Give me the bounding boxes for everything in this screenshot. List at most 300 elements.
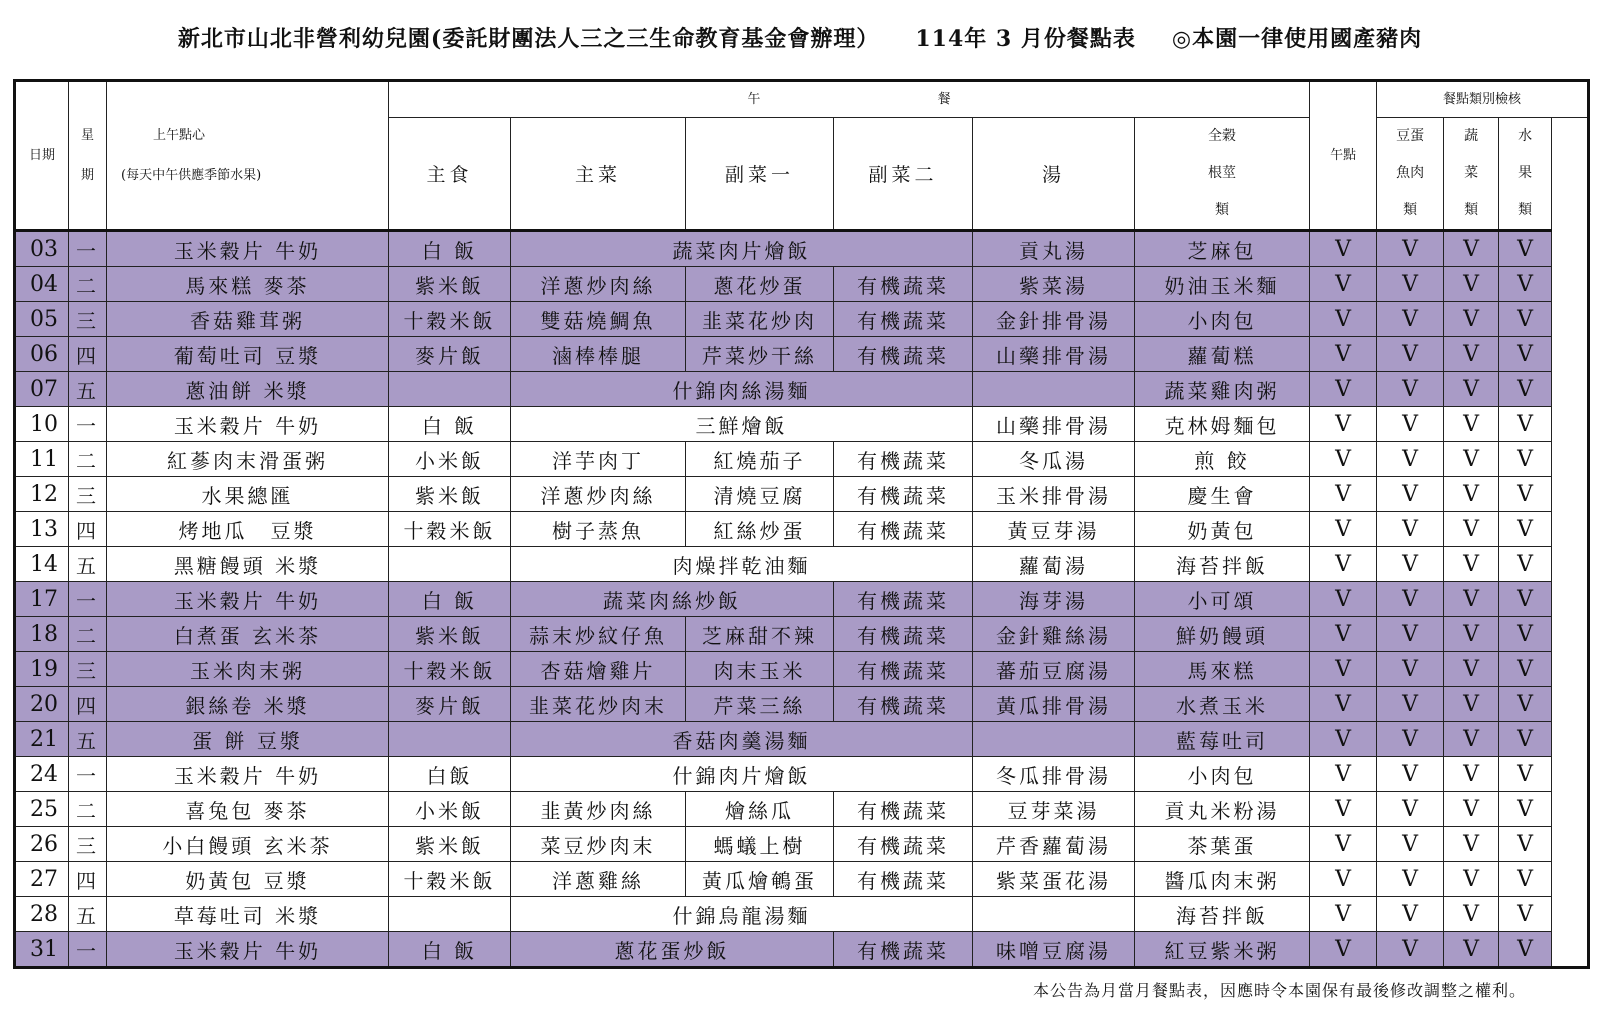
cell-morning-snack: 玉米穀片 牛奶	[107, 757, 389, 792]
cell-staple: 紫米飯	[389, 267, 511, 302]
cell-day: 05	[15, 302, 69, 337]
cell-check-mark: V	[1444, 582, 1499, 617]
cell-afternoon-snack: 小可頌	[1135, 582, 1310, 617]
cell-side-dish-1: 紅絲炒蛋	[686, 512, 834, 547]
cell-check-mark: V	[1499, 302, 1552, 337]
cell-soup: 玉米排骨湯	[973, 477, 1135, 512]
cell-check-mark: V	[1444, 792, 1499, 827]
cell-afternoon-snack: 慶生會	[1135, 477, 1310, 512]
cell-check-mark: V	[1377, 547, 1444, 582]
cell-combined-dish: 蔬菜肉片燴飯	[511, 231, 973, 267]
cell-weekday: 一	[69, 582, 107, 617]
cell-check-mark: V	[1310, 302, 1377, 337]
cell-soup: 芹香蘿蔔湯	[973, 827, 1135, 862]
cell-day: 03	[15, 231, 69, 267]
cell-side-dish-1: 紅燒茄子	[686, 442, 834, 477]
cell-main-dish: 雙菇燒鯛魚	[511, 302, 686, 337]
cell-weekday: 三	[69, 827, 107, 862]
cell-check-mark: V	[1310, 477, 1377, 512]
cell-day: 28	[15, 897, 69, 932]
cell-staple: 紫米飯	[389, 617, 511, 652]
header-lunch: 午 餐	[389, 81, 1310, 118]
cell-check-mark: V	[1499, 652, 1552, 687]
cell-check-mark: V	[1377, 372, 1444, 407]
cell-afternoon-snack: 海苔拌飯	[1135, 897, 1310, 932]
header-check: 餐點類別檢核	[1377, 81, 1589, 118]
table-row	[15, 897, 1589, 932]
cell-afternoon-snack: 蔬菜雞肉粥	[1135, 372, 1310, 407]
cell-main-dish: 洋蔥炒肉絲	[511, 477, 686, 512]
cell-check-mark: V	[1377, 512, 1444, 547]
cell-side-dish-1: 黃瓜燴鵪蛋	[686, 862, 834, 897]
cell-morning-snack: 馬來糕 麥茶	[107, 267, 389, 302]
cell-check-mark: V	[1499, 862, 1552, 897]
cell-staple	[389, 897, 511, 932]
cell-morning-snack: 玉米穀片 牛奶	[107, 407, 389, 442]
cell-side-dish-2: 有機蔬菜	[834, 862, 973, 897]
cell-combined-dish: 香菇肉羹湯麵	[511, 722, 973, 757]
cell-side-dish-2: 有機蔬菜	[834, 512, 973, 547]
cell-side-dish-1: 燴絲瓜	[686, 792, 834, 827]
cell-side-dish-1: 肉末玉米	[686, 652, 834, 687]
cell-check-mark: V	[1310, 407, 1377, 442]
cell-main-dish: 杏菇燴雞片	[511, 652, 686, 687]
cell-staple: 白 飯	[389, 932, 511, 968]
cell-side-dish-1: 韭菜花炒肉	[686, 302, 834, 337]
page-title	[0, 22, 1600, 53]
header-cat-fruit: 水 果 類	[1499, 118, 1552, 231]
cell-combined-dish: 三鮮燴飯	[511, 407, 973, 442]
cell-day: 10	[15, 407, 69, 442]
cell-afternoon-snack: 奶黃包	[1135, 512, 1310, 547]
cell-morning-snack: 草莓吐司 米漿	[107, 897, 389, 932]
title-note: ◎本園一律使用國產豬肉	[1171, 26, 1423, 52]
cell-staple: 白 飯	[389, 231, 511, 267]
cell-afternoon-snack: 海苔拌飯	[1135, 547, 1310, 582]
cell-check-mark: V	[1377, 407, 1444, 442]
cell-check-mark: V	[1310, 862, 1377, 897]
cell-check-mark: V	[1310, 617, 1377, 652]
cell-day: 19	[15, 652, 69, 687]
cell-main-dish: 洋蔥炒肉絲	[511, 267, 686, 302]
cell-staple: 紫米飯	[389, 477, 511, 512]
cell-side-dish-2: 有機蔬菜	[834, 302, 973, 337]
cell-side-dish-1: 芹菜三絲	[686, 687, 834, 722]
table-row	[15, 792, 1589, 827]
cell-side-dish-2: 有機蔬菜	[834, 442, 973, 477]
table-row	[15, 652, 1589, 687]
cell-check-mark: V	[1444, 722, 1499, 757]
cell-check-mark: V	[1444, 862, 1499, 897]
cell-staple: 紫米飯	[389, 827, 511, 862]
cell-morning-snack: 玉米穀片 牛奶	[107, 932, 389, 968]
cell-staple: 小米飯	[389, 442, 511, 477]
cell-check-mark: V	[1377, 652, 1444, 687]
cell-morning-snack: 喜兔包 麥茶	[107, 792, 389, 827]
cell-main-dish: 蒜末炒紋仔魚	[511, 617, 686, 652]
cell-combined-dish: 什錦肉片燴飯	[511, 757, 973, 792]
cell-check-mark: V	[1377, 827, 1444, 862]
cell-morning-snack: 蛋 餅 豆漿	[107, 722, 389, 757]
cell-day: 13	[15, 512, 69, 547]
cell-check-mark: V	[1444, 932, 1499, 968]
cell-check-mark: V	[1377, 722, 1444, 757]
header-date: 日期	[15, 81, 69, 231]
cell-check-mark: V	[1377, 337, 1444, 372]
cell-side-dish-2: 有機蔬菜	[834, 617, 973, 652]
cell-check-mark: V	[1310, 442, 1377, 477]
cell-side-dish-2: 有機蔬菜	[834, 477, 973, 512]
cell-soup	[973, 897, 1135, 932]
cell-soup: 黃豆芽湯	[973, 512, 1135, 547]
cell-check-mark: V	[1499, 231, 1552, 267]
cell-soup: 金針雞絲湯	[973, 617, 1135, 652]
cell-morning-snack: 烤地瓜 豆漿	[107, 512, 389, 547]
cell-soup: 山藥排骨湯	[973, 407, 1135, 442]
cell-check-mark: V	[1499, 477, 1552, 512]
cell-afternoon-snack: 紅豆紫米粥	[1135, 932, 1310, 968]
cell-check-mark: V	[1499, 617, 1552, 652]
cell-soup: 冬瓜湯	[973, 442, 1135, 477]
cell-afternoon-snack: 茶葉蛋	[1135, 827, 1310, 862]
cell-check-mark: V	[1377, 302, 1444, 337]
cell-weekday: 五	[69, 897, 107, 932]
cell-check-mark: V	[1499, 372, 1552, 407]
cell-check-mark: V	[1499, 932, 1552, 968]
cell-morning-snack: 水果總匯	[107, 477, 389, 512]
cell-check-mark: V	[1377, 442, 1444, 477]
cell-main-dish: 滷棒棒腿	[511, 337, 686, 372]
header-side-dish-1: 副菜一	[686, 118, 834, 231]
cell-day: 11	[15, 442, 69, 477]
cell-afternoon-snack: 水煮玉米	[1135, 687, 1310, 722]
cell-afternoon-snack: 貢丸米粉湯	[1135, 792, 1310, 827]
cell-side-dish-2: 有機蔬菜	[834, 582, 973, 617]
table-row	[15, 757, 1589, 792]
cell-weekday: 三	[69, 477, 107, 512]
cell-combined-dish: 蔥花蛋炒飯	[511, 932, 834, 968]
cell-check-mark: V	[1444, 757, 1499, 792]
cell-afternoon-snack: 小肉包	[1135, 757, 1310, 792]
cell-check-mark: V	[1444, 407, 1499, 442]
cell-check-mark: V	[1310, 792, 1377, 827]
header-morning-snack: 上午點心 (每天中午供應季節水果)	[107, 81, 389, 231]
cell-weekday: 五	[69, 547, 107, 582]
cell-check-mark: V	[1499, 442, 1552, 477]
cell-weekday: 二	[69, 792, 107, 827]
cell-check-mark: V	[1444, 337, 1499, 372]
cell-combined-dish: 蔬菜肉絲炒飯	[511, 582, 834, 617]
cell-main-dish: 菜豆炒肉末	[511, 827, 686, 862]
cell-check-mark: V	[1310, 372, 1377, 407]
cell-staple: 十穀米飯	[389, 652, 511, 687]
cell-check-mark: V	[1377, 932, 1444, 968]
table-row	[15, 267, 1589, 302]
cell-check-mark: V	[1377, 862, 1444, 897]
cell-check-mark: V	[1499, 407, 1552, 442]
cell-day: 18	[15, 617, 69, 652]
cell-staple	[389, 372, 511, 407]
cell-side-dish-1: 蔥花炒蛋	[686, 267, 834, 302]
cell-morning-snack: 紅蔘肉末滑蛋粥	[107, 442, 389, 477]
cell-check-mark: V	[1377, 897, 1444, 932]
table-row	[15, 231, 1589, 267]
cell-day: 12	[15, 477, 69, 512]
cell-soup: 蕃茄豆腐湯	[973, 652, 1135, 687]
table-row	[15, 932, 1589, 968]
cell-check-mark: V	[1444, 687, 1499, 722]
table-row	[15, 512, 1589, 547]
cell-side-dish-1: 芹菜炒干絲	[686, 337, 834, 372]
cell-check-mark: V	[1310, 267, 1377, 302]
header-cat-protein: 豆蛋 魚肉 類	[1377, 118, 1444, 231]
cell-soup: 紫菜湯	[973, 267, 1135, 302]
cell-weekday: 五	[69, 372, 107, 407]
cell-afternoon-snack: 藍莓吐司	[1135, 722, 1310, 757]
cell-staple: 白飯	[389, 757, 511, 792]
title-subtitle: 114年 3 月份餐點表	[915, 26, 1136, 52]
cell-weekday: 四	[69, 512, 107, 547]
cell-weekday: 一	[69, 932, 107, 968]
cell-soup: 蘿蔔湯	[973, 547, 1135, 582]
cell-side-dish-2: 有機蔬菜	[834, 827, 973, 862]
cell-morning-snack: 玉米穀片 牛奶	[107, 582, 389, 617]
cell-side-dish-2: 有機蔬菜	[834, 337, 973, 372]
cell-staple: 白 飯	[389, 582, 511, 617]
cell-check-mark: V	[1444, 827, 1499, 862]
cell-check-mark: V	[1499, 722, 1552, 757]
cell-side-dish-1: 螞蟻上樹	[686, 827, 834, 862]
header-soup: 湯	[973, 118, 1135, 231]
cell-soup: 山藥排骨湯	[973, 337, 1135, 372]
cell-staple: 麥片飯	[389, 337, 511, 372]
table-row	[15, 687, 1589, 722]
cell-check-mark: V	[1377, 757, 1444, 792]
cell-check-mark: V	[1499, 512, 1552, 547]
cell-check-mark: V	[1377, 687, 1444, 722]
cell-morning-snack: 奶黃包 豆漿	[107, 862, 389, 897]
cell-check-mark: V	[1377, 792, 1444, 827]
cell-check-mark: V	[1310, 722, 1377, 757]
table-row	[15, 407, 1589, 442]
table-row	[15, 372, 1589, 407]
table-row	[15, 337, 1589, 372]
cell-check-mark: V	[1444, 302, 1499, 337]
cell-day: 31	[15, 932, 69, 968]
cell-day: 20	[15, 687, 69, 722]
menu-table	[13, 79, 1590, 969]
cell-check-mark: V	[1310, 337, 1377, 372]
cell-staple: 十穀米飯	[389, 862, 511, 897]
header-cat-vegetable: 蔬 菜 類	[1444, 118, 1499, 231]
cell-side-dish-1: 芝麻甜不辣	[686, 617, 834, 652]
cell-check-mark: V	[1499, 582, 1552, 617]
cell-main-dish: 洋蔥雞絲	[511, 862, 686, 897]
cell-day: 06	[15, 337, 69, 372]
cell-check-mark: V	[1310, 652, 1377, 687]
cell-afternoon-snack: 馬來糕	[1135, 652, 1310, 687]
cell-day: 26	[15, 827, 69, 862]
cell-check-mark: V	[1499, 337, 1552, 372]
cell-day: 07	[15, 372, 69, 407]
cell-staple: 小米飯	[389, 792, 511, 827]
cell-soup: 味噌豆腐湯	[973, 932, 1135, 968]
cell-check-mark: V	[1444, 442, 1499, 477]
cell-main-dish: 樹子蒸魚	[511, 512, 686, 547]
cell-afternoon-snack: 克林姆麵包	[1135, 407, 1310, 442]
cell-combined-dish: 什錦烏龍湯麵	[511, 897, 973, 932]
cell-soup: 黃瓜排骨湯	[973, 687, 1135, 722]
cell-check-mark: V	[1499, 757, 1552, 792]
table-row	[15, 827, 1589, 862]
cell-soup: 紫菜蛋花湯	[973, 862, 1135, 897]
cell-combined-dish: 什錦肉絲湯麵	[511, 372, 973, 407]
cell-check-mark: V	[1444, 477, 1499, 512]
cell-check-mark: V	[1444, 231, 1499, 267]
cell-weekday: 三	[69, 652, 107, 687]
cell-afternoon-snack: 芝麻包	[1135, 231, 1310, 267]
cell-check-mark: V	[1310, 827, 1377, 862]
cell-side-dish-2: 有機蔬菜	[834, 932, 973, 968]
cell-day: 14	[15, 547, 69, 582]
cell-morning-snack: 蔥油餅 米漿	[107, 372, 389, 407]
table-row	[15, 547, 1589, 582]
table-row	[15, 617, 1589, 652]
cell-check-mark: V	[1377, 231, 1444, 267]
cell-day: 04	[15, 267, 69, 302]
cell-weekday: 四	[69, 687, 107, 722]
cell-morning-snack: 白煮蛋 玄米茶	[107, 617, 389, 652]
cell-staple	[389, 722, 511, 757]
cell-afternoon-snack: 奶油玉米麵	[1135, 267, 1310, 302]
header-cat-grains: 全穀 根莖 類	[1135, 118, 1310, 231]
cell-check-mark: V	[1377, 582, 1444, 617]
cell-staple: 十穀米飯	[389, 302, 511, 337]
cell-check-mark: V	[1444, 897, 1499, 932]
header-staple: 主食	[389, 118, 511, 231]
cell-check-mark: V	[1310, 582, 1377, 617]
cell-check-mark: V	[1499, 547, 1552, 582]
header-weekday: 星 期	[69, 81, 107, 231]
cell-day: 21	[15, 722, 69, 757]
cell-weekday: 二	[69, 267, 107, 302]
table-row	[15, 302, 1589, 337]
cell-check-mark: V	[1444, 267, 1499, 302]
cell-check-mark: V	[1310, 547, 1377, 582]
table-row	[15, 722, 1589, 757]
cell-side-dish-2: 有機蔬菜	[834, 652, 973, 687]
header-side-dish-2: 副菜二	[834, 118, 973, 231]
cell-day: 24	[15, 757, 69, 792]
cell-check-mark: V	[1310, 932, 1377, 968]
cell-check-mark: V	[1377, 617, 1444, 652]
cell-morning-snack: 小白饅頭 玄米茶	[107, 827, 389, 862]
cell-weekday: 四	[69, 337, 107, 372]
cell-morning-snack: 葡萄吐司 豆漿	[107, 337, 389, 372]
footer-note: 本公告為月當月餐點表，因應時令本園保有最後修改調整之權利。	[1032, 981, 1526, 1000]
cell-morning-snack: 玉米穀片 牛奶	[107, 231, 389, 267]
cell-soup: 冬瓜排骨湯	[973, 757, 1135, 792]
cell-check-mark: V	[1444, 512, 1499, 547]
cell-side-dish-2: 有機蔬菜	[834, 687, 973, 722]
cell-weekday: 一	[69, 407, 107, 442]
cell-check-mark: V	[1310, 757, 1377, 792]
cell-afternoon-snack: 小肉包	[1135, 302, 1310, 337]
cell-main-dish: 洋芋肉丁	[511, 442, 686, 477]
table-row	[15, 477, 1589, 512]
cell-check-mark: V	[1499, 897, 1552, 932]
cell-afternoon-snack: 煎 餃	[1135, 442, 1310, 477]
cell-side-dish-1: 清燒豆腐	[686, 477, 834, 512]
cell-weekday: 一	[69, 231, 107, 267]
cell-side-dish-2: 有機蔬菜	[834, 267, 973, 302]
cell-soup: 豆芽菜湯	[973, 792, 1135, 827]
cell-day: 27	[15, 862, 69, 897]
cell-morning-snack: 黑糖饅頭 米漿	[107, 547, 389, 582]
cell-check-mark: V	[1444, 652, 1499, 687]
cell-main-dish: 韭菜花炒肉末	[511, 687, 686, 722]
menu-body	[15, 231, 1589, 968]
cell-soup	[973, 372, 1135, 407]
cell-afternoon-snack: 蘿蔔糕	[1135, 337, 1310, 372]
cell-check-mark: V	[1310, 687, 1377, 722]
cell-staple	[389, 547, 511, 582]
cell-side-dish-2: 有機蔬菜	[834, 792, 973, 827]
cell-weekday: 三	[69, 302, 107, 337]
title-main: 新北市山北非營利幼兒園(委託財團法人三之三生命教育基金會辦理）	[177, 26, 880, 52]
cell-check-mark: V	[1377, 267, 1444, 302]
cell-combined-dish: 肉燥拌乾油麵	[511, 547, 973, 582]
cell-check-mark: V	[1499, 267, 1552, 302]
cell-morning-snack: 香菇雞茸粥	[107, 302, 389, 337]
header-main-dish: 主菜	[511, 118, 686, 231]
cell-day: 25	[15, 792, 69, 827]
cell-check-mark: V	[1444, 617, 1499, 652]
table-row	[15, 862, 1589, 897]
header-afternoon-snack: 午點	[1310, 81, 1377, 231]
cell-morning-snack: 玉米肉末粥	[107, 652, 389, 687]
cell-day: 17	[15, 582, 69, 617]
cell-weekday: 二	[69, 617, 107, 652]
cell-staple: 麥片飯	[389, 687, 511, 722]
cell-afternoon-snack: 鮮奶饅頭	[1135, 617, 1310, 652]
table-row	[15, 442, 1589, 477]
cell-soup: 金針排骨湯	[973, 302, 1135, 337]
cell-staple: 十穀米飯	[389, 512, 511, 547]
cell-check-mark: V	[1310, 897, 1377, 932]
cell-check-mark: V	[1444, 372, 1499, 407]
cell-soup: 海芽湯	[973, 582, 1135, 617]
cell-check-mark: V	[1444, 547, 1499, 582]
cell-weekday: 四	[69, 862, 107, 897]
table-row	[15, 582, 1589, 617]
cell-check-mark: V	[1310, 512, 1377, 547]
cell-morning-snack: 銀絲卷 米漿	[107, 687, 389, 722]
cell-soup	[973, 722, 1135, 757]
cell-check-mark: V	[1499, 792, 1552, 827]
cell-weekday: 二	[69, 442, 107, 477]
cell-soup: 貢丸湯	[973, 231, 1135, 267]
cell-staple: 白 飯	[389, 407, 511, 442]
cell-weekday: 一	[69, 757, 107, 792]
cell-check-mark: V	[1499, 687, 1552, 722]
cell-main-dish: 韭黃炒肉絲	[511, 792, 686, 827]
cell-afternoon-snack: 醬瓜肉末粥	[1135, 862, 1310, 897]
cell-weekday: 五	[69, 722, 107, 757]
cell-check-mark: V	[1310, 231, 1377, 267]
cell-check-mark: V	[1377, 477, 1444, 512]
cell-check-mark: V	[1499, 827, 1552, 862]
